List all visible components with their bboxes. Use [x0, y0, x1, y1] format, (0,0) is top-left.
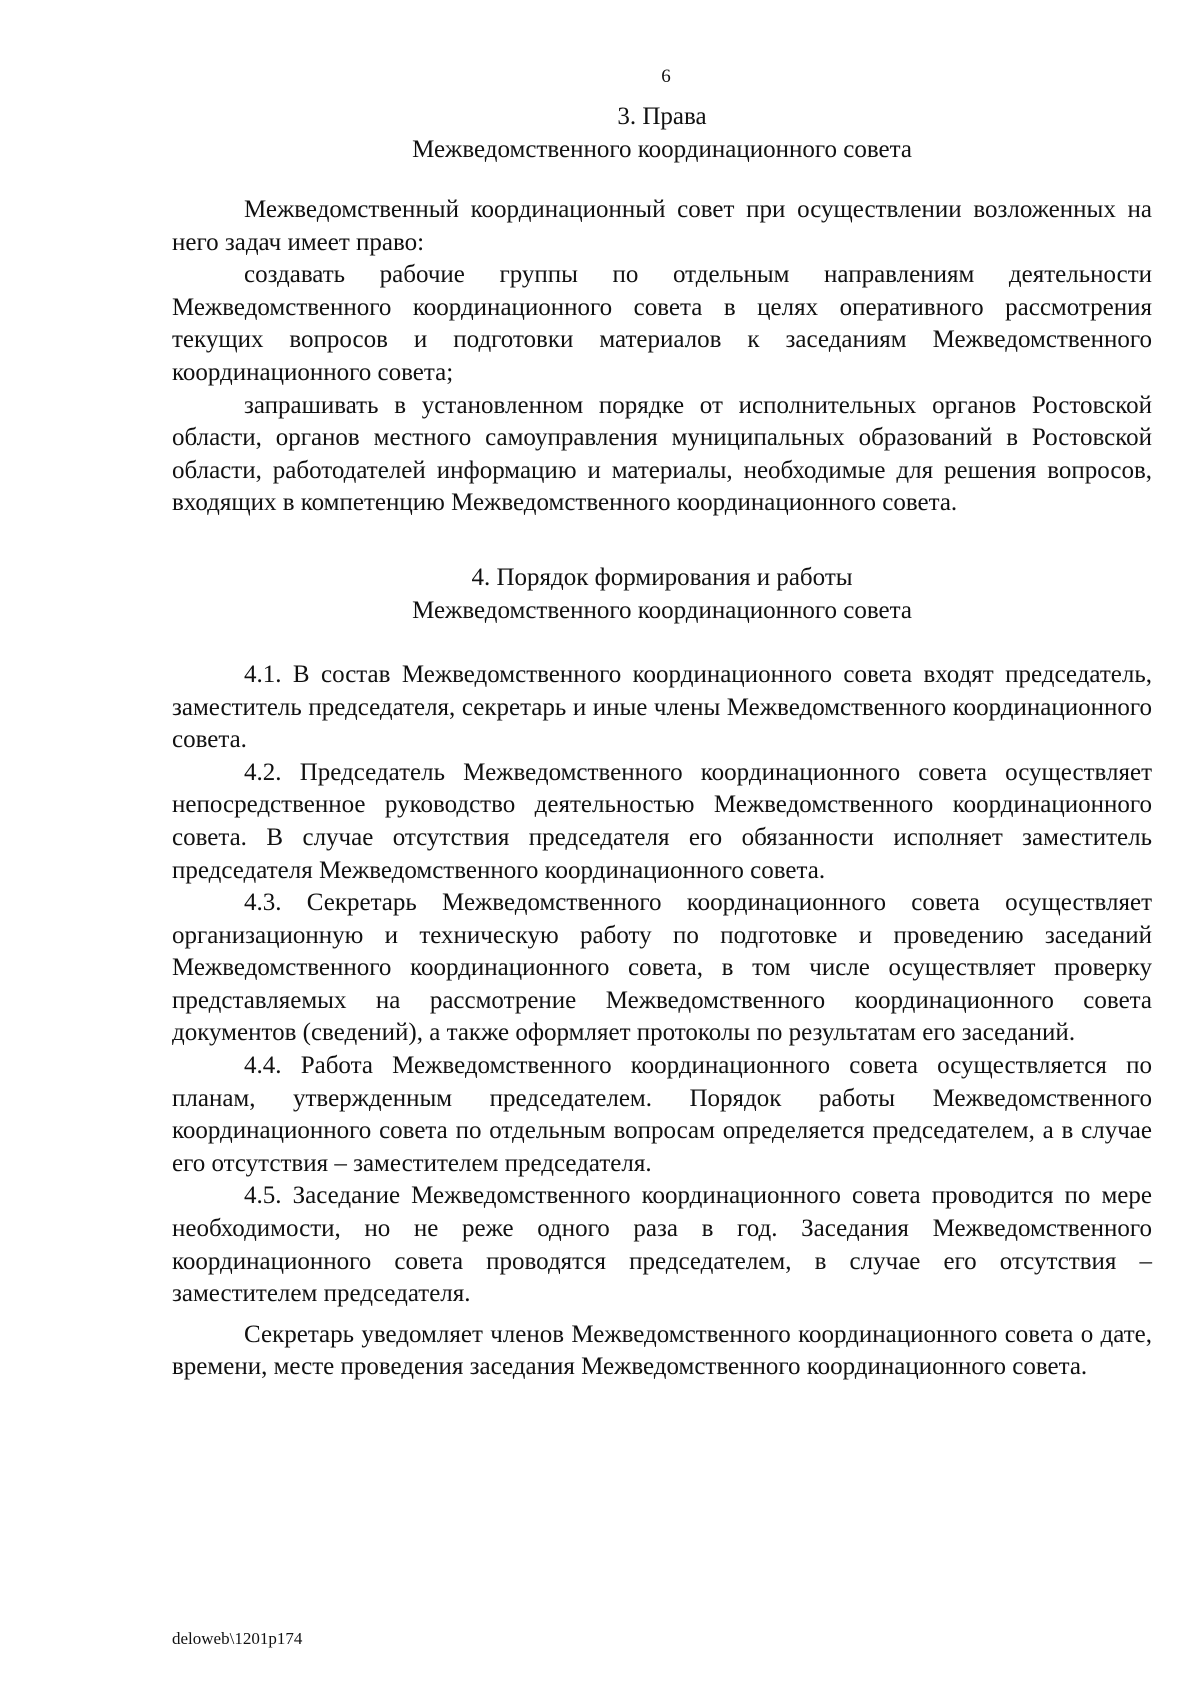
document-footer-id: deloweb\1201p174 [172, 1629, 303, 1648]
section-4-title: 4. Порядок формирования и работы [471, 563, 853, 591]
document-page [172, 62, 1152, 1384]
section-4-body [172, 659, 1152, 1384]
section-3-body [172, 194, 1152, 520]
section-4-paragraph: 4.1. В состав Межведомственного координационного совета входят председатель, заместитель председателя, секретарь и иные члены Межведомственного координационного совета. [172, 660, 1152, 754]
section-4-paragraph: 4.3. Секретарь Межведомственного координационного совета осуществляет организационную и техническую работу по подготовке и проведению заседаний Межведомственного координационного совета, в том числе осуществляет проверку представляемых на рассмотрение Межведомственного координационного совета документов (сведений), а также оформляет протоколы по результатам его заседаний. [172, 889, 1152, 1047]
section-4-subtitle: Межведомственного координационного совета [412, 596, 912, 624]
section-3-paragraph: создавать рабочие группы по отдельным направлениям деятельности Межведомственного координационного совета в целях оперативного рассмотрения текущих вопросов и подготовки материалов к заседаниям Межведомственного координационного совета; [172, 261, 1152, 386]
section-4-paragraph: Секретарь уведомляет членов Межведомственного координационного совета о дате, времени, месте проведения заседания Межведомственного координационного совета. [172, 1320, 1152, 1381]
section-3-title: 3. Права [617, 103, 707, 130]
section-3-subtitle: Межведомственного координационного совета [412, 136, 912, 163]
section-4-heading [172, 561, 1152, 627]
section-3-paragraph: запрашивать в установленном порядке от исполнительных органов Ростовской области, органов местного самоуправления муниципальных образований в Ростовской области, работодателей информацию и материалы, необходимые для решения вопросов, входящих в компетенцию Межведомственного координационного совета. [172, 391, 1152, 517]
page-number: 6 [661, 66, 671, 87]
section-3-heading [172, 100, 1152, 166]
section-4-paragraph: 4.5. Заседание Межведомственного координационного совета проводится по мере необходимости, но не реже одного раза в год. Заседания Межведомственного координационного совета проводятся председателем, в случае его отсутствия – заместителем председателя. [172, 1182, 1152, 1308]
section-4-paragraph: 4.4. Работа Межведомственного координационного совета осуществляется по планам, утвержденным председателем. Порядок работы Межведомственного координационного совета по отдельным вопросам определяется председателем, а в случае его отсутствия – заместителем председателя. [172, 1052, 1152, 1177]
section-3-paragraph: Межведомственный координационный совет при осуществлении возложенных на него задач имеет право: [172, 196, 1152, 256]
section-4-paragraph: 4.2. Председатель Межведомственного координационного совета осуществляет непосредственное руководство деятельностью Межведомственного координационного совета. В случае отсутствия председателя его обязанности исполняет заместитель председателя Межведомственного координационного совета. [172, 758, 1152, 884]
